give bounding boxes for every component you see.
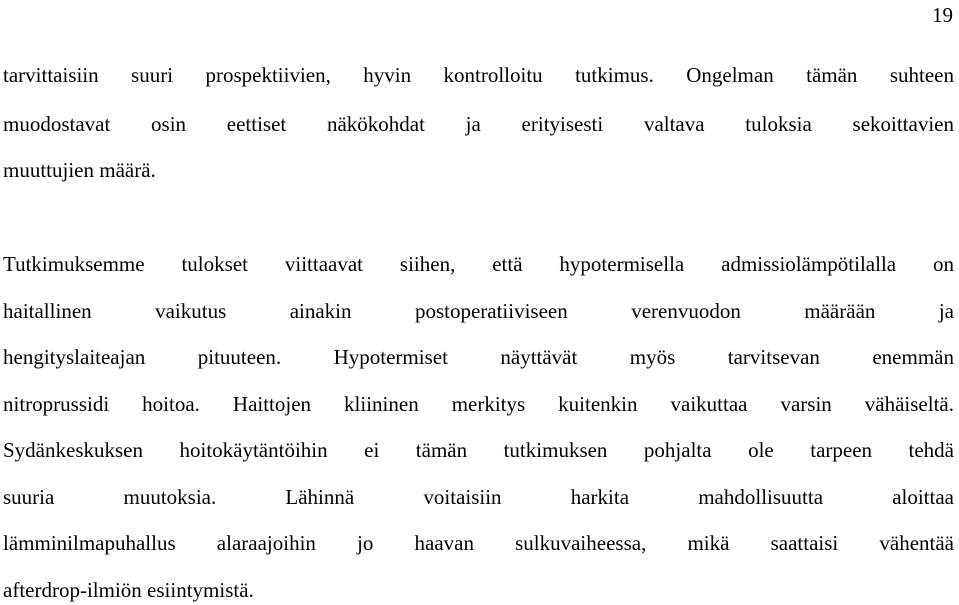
page-number: 19 bbox=[932, 3, 953, 27]
paragraph-1-line-2: muodostavat osin eettiset näkökohdat ja erityisesti valtava tuloksia sekoittavien bbox=[3, 112, 954, 136]
paragraph-1-line-1: tarvittaisiin suuri prospektiivien, hyvin kontrolloitu tutkimus. Ongelman tämän suhteen bbox=[3, 63, 954, 87]
paragraph-2-line-3: hengityslaiteajan pituuteen. Hypotermiset näyttävät myös tarvitsevan enemmän bbox=[3, 345, 954, 369]
paragraph-2-line-4: nitroprussidi hoitoa. Haittojen kliininen merkitys kuitenkin vaikuttaa varsin vähäiseltä. bbox=[3, 392, 954, 416]
paragraph-2-line-8: afterdrop-ilmiön esiintymistä. bbox=[3, 578, 254, 602]
paragraph-2-line-7: lämminilmapuhallus alaraajoihin jo haavan sulkuvaiheessa, mikä saattaisi vähentää bbox=[3, 531, 954, 555]
paragraph-2-line-2: haitallinen vaikutus ainakin postoperatiiviseen verenvuodon määrään ja bbox=[3, 299, 954, 323]
paragraph-1-line-3: muuttujien määrä. bbox=[3, 158, 156, 182]
paragraph-2-line-6: suuria muutoksia. Lähinnä voitaisiin harkita mahdollisuutta aloittaa bbox=[3, 485, 954, 509]
paragraph-2-line-1: Tutkimuksemme tulokset viittaavat siihen, että hypotermisella admissiolämpötilalla on bbox=[3, 252, 954, 276]
paragraph-2-line-5: Sydänkeskuksen hoitokäytäntöihin ei tämän tutkimuksen pohjalta ole tarpeen tehdä bbox=[3, 438, 954, 462]
